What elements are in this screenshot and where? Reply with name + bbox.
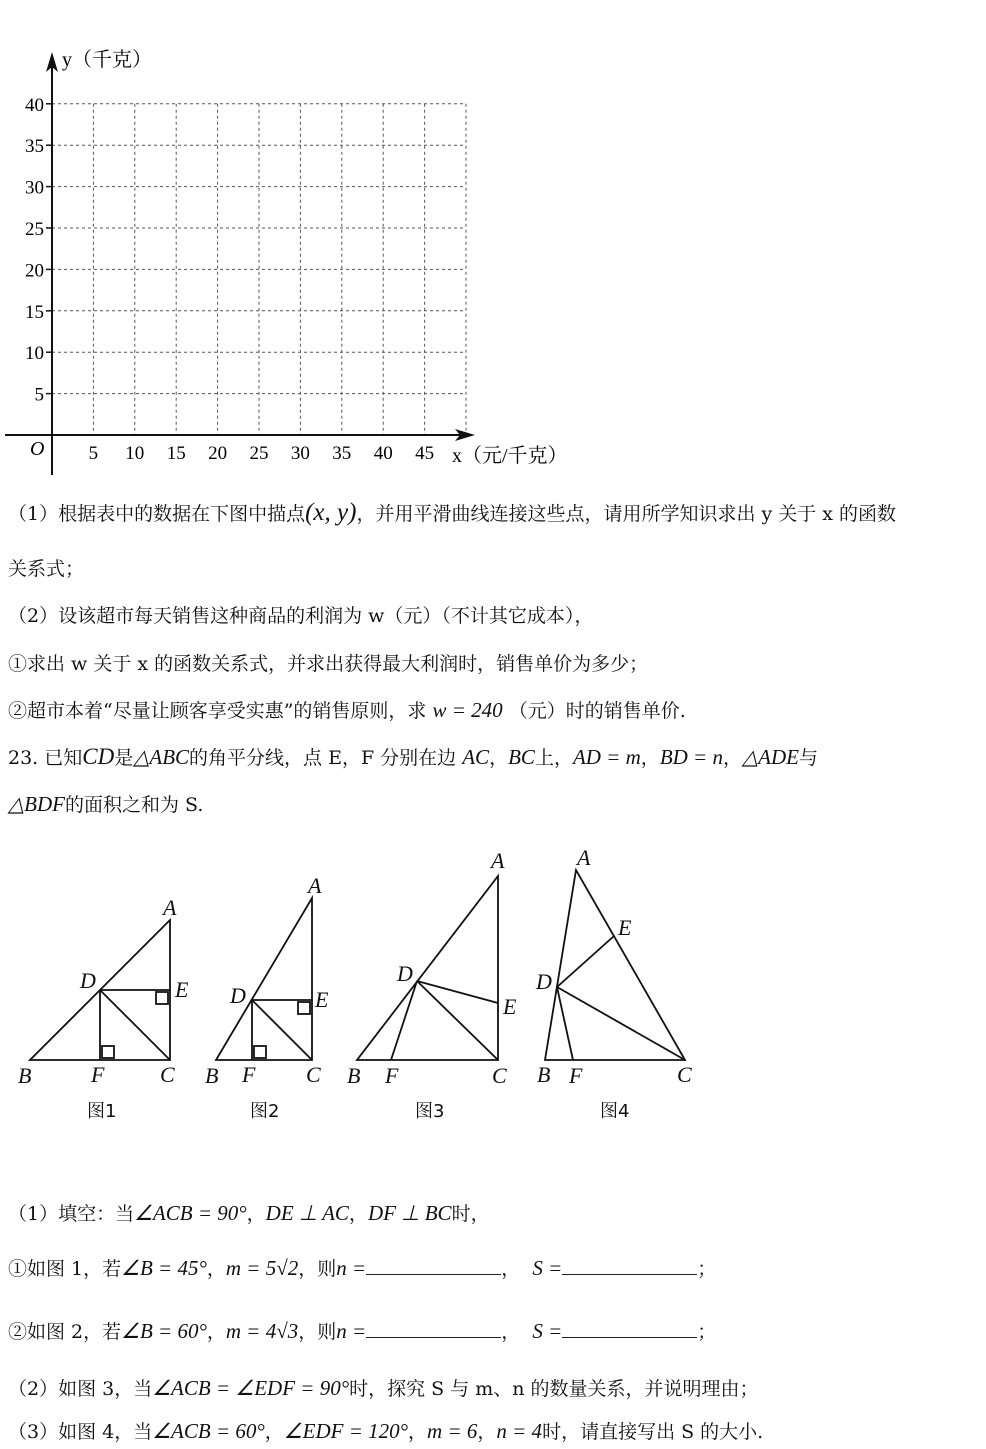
q23-line2 <box>8 791 203 818</box>
q23-p1-eq1: ∠ACB = 90° <box>134 1201 247 1225</box>
y-tick-label: 5 <box>34 384 44 406</box>
fig3-label-c: C <box>492 1063 507 1088</box>
q23-p3-text-b: ， <box>264 1421 284 1443</box>
y-tick-label: 20 <box>25 260 44 282</box>
q23-p2-eq: ∠ACB = ∠EDF = 90° <box>152 1376 350 1400</box>
q23-p1-text-c: ， <box>348 1203 368 1225</box>
answer-blank-s2[interactable] <box>562 1319 697 1338</box>
fig1-caption: 图1 <box>87 1101 117 1122</box>
q23-p1-text-a: （1）填空：当 <box>8 1203 135 1225</box>
empty-coordinate-grid <box>0 0 600 480</box>
q22-sub2 <box>8 697 686 724</box>
q23-p3-eq4: n = 4 <box>496 1419 543 1443</box>
fig1-label-f: F <box>91 1062 105 1087</box>
x-tick-label: 25 <box>249 443 269 464</box>
q22-sub2-eq: w = 240 <box>432 698 503 722</box>
q23-p2-text-b: 时，探究 S 与 m、n 的数量关系，并说明理由； <box>349 1378 759 1400</box>
x-tick-label: 45 <box>415 443 435 464</box>
q23-p1-text-b: ， <box>246 1203 266 1225</box>
q23-triangle-abc: △ABC <box>133 745 190 769</box>
q23-text-line2: 的面积之和为 S. <box>64 794 204 816</box>
y-axis-label: y（千克） <box>62 49 152 71</box>
q23-p3-text-e: 时，请直接写出 S 的大小. <box>542 1421 764 1443</box>
fig4-label-c: C <box>677 1062 692 1087</box>
figure-2 <box>216 898 312 1060</box>
fig4-label-f: F <box>569 1063 583 1088</box>
q23-sub1 <box>8 1255 716 1282</box>
y-tick-label: 10 <box>25 343 44 365</box>
answer-blank-n2[interactable] <box>366 1319 501 1338</box>
x-tick-label: 20 <box>208 443 228 464</box>
q23-p3-eq2: ∠EDF = 120° <box>283 1419 409 1443</box>
fig1-label-c: C <box>160 1062 175 1087</box>
fig4-caption: 图4 <box>600 1101 630 1122</box>
q23-s2-eq1: ∠B = 60° <box>121 1319 207 1343</box>
q22-part2 <box>8 603 593 629</box>
answer-blank-n1[interactable] <box>366 1256 501 1275</box>
q23-sub2 <box>8 1318 716 1345</box>
q22-part1-line2 <box>8 556 84 582</box>
x-tick-labels <box>89 443 434 464</box>
y-tick-label: 35 <box>25 136 44 158</box>
q23-ad-eq-m: AD = m <box>572 745 641 769</box>
q23-p3-text-a: （3）如图 4，当 <box>8 1421 153 1443</box>
q23-text-a: 23. 已知 <box>8 747 83 769</box>
fig2-label-c: C <box>306 1062 321 1087</box>
fig2-label-d: D <box>230 983 246 1008</box>
q23-s1-text-c: ，则 <box>298 1258 337 1280</box>
q23-comma1: ， <box>489 747 509 769</box>
q23-line1 <box>8 744 818 771</box>
fig3-label-a: A <box>491 848 505 873</box>
q23-bc: BC <box>508 745 535 769</box>
x-tick-label: 10 <box>125 443 145 464</box>
q23-s1-text-a: ①如图 1，若 <box>8 1258 122 1280</box>
q23-p1-eq2: DE ⊥ AC <box>265 1201 349 1225</box>
q23-triangle-ade: △ADE <box>742 745 799 769</box>
q22-part2-text: （2）设该超市每天销售这种商品的利润为 w（元）（不计其它成本）， <box>8 605 594 627</box>
y-tick-label: 30 <box>25 177 44 199</box>
fig1-label-e: E <box>175 977 189 1002</box>
q23-s2-text-d: ， <box>501 1321 521 1343</box>
fig2-label-e: E <box>315 987 329 1012</box>
q23-s2-text-c: ，则 <box>298 1321 337 1343</box>
y-tick-labels <box>25 95 44 406</box>
y-tick-label: 40 <box>25 94 44 116</box>
fig2-label-a: A <box>308 873 322 898</box>
q23-s2-eq2: m = 4√3 <box>225 1319 299 1343</box>
q23-text-b: 是 <box>114 747 134 769</box>
q23-text-c: 的角平分线，点 E，F 分别在边 <box>189 747 457 769</box>
fig4-label-e: E <box>618 915 632 940</box>
q23-cd: CD <box>82 744 115 769</box>
x-tick-label: 15 <box>166 443 186 464</box>
q23-text-d: 上， <box>534 747 573 769</box>
geometry-figures <box>0 840 986 1100</box>
x-tick-label: 30 <box>290 443 310 464</box>
x-tick-label: 40 <box>373 443 393 464</box>
fig3-label-e: E <box>503 994 517 1019</box>
q23-p3-text-d: ， <box>477 1421 497 1443</box>
q23-bd-eq-n: BD = n <box>659 745 723 769</box>
q23-s1-text-e: ； <box>697 1258 717 1280</box>
q23-s1-text-d: ， <box>501 1258 521 1280</box>
y-tick-label: 25 <box>25 219 44 240</box>
q23-s1-s: S = <box>532 1256 563 1280</box>
x-axis-label: x（元/千克） <box>452 445 568 467</box>
q23-s2-s: S = <box>532 1319 563 1343</box>
q23-p1-text-d: 时， <box>451 1203 490 1225</box>
fig1-label-d: D <box>80 968 96 993</box>
x-tick-label: 35 <box>332 443 352 464</box>
q23-p3-text-c: ， <box>408 1421 428 1443</box>
q23-part1 <box>8 1200 490 1227</box>
q22-part1-text-c: 关系式； <box>8 558 85 580</box>
q23-part2 <box>8 1375 759 1402</box>
q23-triangle-bdf: △BDF <box>8 792 65 816</box>
fig3-label-b: B <box>347 1063 361 1088</box>
x-tick-label: 5 <box>88 443 99 464</box>
figure-4 <box>545 870 685 1060</box>
q23-s1-eq1: ∠B = 45° <box>121 1256 207 1280</box>
figure-1 <box>30 920 170 1060</box>
fig3-label-f: F <box>385 1063 399 1088</box>
q23-s1-n: n = <box>336 1256 367 1280</box>
q23-s2-n: n = <box>336 1319 367 1343</box>
answer-blank-s1[interactable] <box>562 1256 697 1275</box>
fig3-label-d: D <box>397 961 413 986</box>
fig4-label-b: B <box>537 1062 551 1087</box>
q22-sub1 <box>8 651 648 677</box>
q23-p3-eq3: m = 6 <box>427 1419 478 1443</box>
q23-part3 <box>8 1418 763 1445</box>
q23-p1-eq3: DF ⊥ BC <box>367 1201 452 1225</box>
q23-comma3: ， <box>722 747 742 769</box>
q23-s1-eq2: m = 5√2 <box>225 1256 299 1280</box>
fig2-caption: 图2 <box>250 1101 280 1122</box>
q22-part1-text-a: （1）根据表中的数据在下图中描点 <box>8 503 306 525</box>
fig2-label-f: F <box>242 1062 256 1087</box>
q23-p3-eq1: ∠ACB = 60° <box>152 1419 265 1443</box>
q23-p2-text-a: （2）如图 3，当 <box>8 1378 153 1400</box>
q22-sub2-text-b: （元）时的销售单价. <box>508 700 686 722</box>
origin-label: O <box>30 438 45 460</box>
figure-3 <box>357 876 498 1060</box>
q23-s2-text-e: ； <box>697 1321 717 1343</box>
fig1-label-b: B <box>18 1063 32 1088</box>
q22-part1-text-b: ，并用平滑曲线连接这些点，请用所学知识求出 y 关于 x 的函数 <box>356 503 897 525</box>
q22-sub2-text-a: ②超市本着“尽量让顾客享受实惠”的销售原则，求 <box>8 700 427 722</box>
fig2-label-b: B <box>205 1063 219 1088</box>
y-tick-label: 15 <box>25 301 44 323</box>
q22-point-notation: (x, y) <box>305 499 357 526</box>
q23-text-e: 与 <box>798 747 818 769</box>
grid-lines <box>46 104 466 435</box>
q23-s2-text-a: ②如图 2，若 <box>8 1321 122 1343</box>
q23-s2-text-b: ， <box>206 1321 226 1343</box>
q23-s1-text-b: ， <box>206 1258 226 1280</box>
fig4-label-a: A <box>577 845 591 870</box>
fig4-label-d: D <box>536 969 552 994</box>
q23-comma2: ， <box>640 747 660 769</box>
q22-part1-line1 <box>8 500 896 527</box>
fig1-label-a: A <box>163 895 177 920</box>
fig3-caption: 图3 <box>415 1101 445 1122</box>
q22-sub1-text: ①求出 w 关于 x 的函数关系式，并求出获得最大利润时，销售单价为多少； <box>8 653 649 675</box>
q23-ac: AC <box>462 745 490 769</box>
